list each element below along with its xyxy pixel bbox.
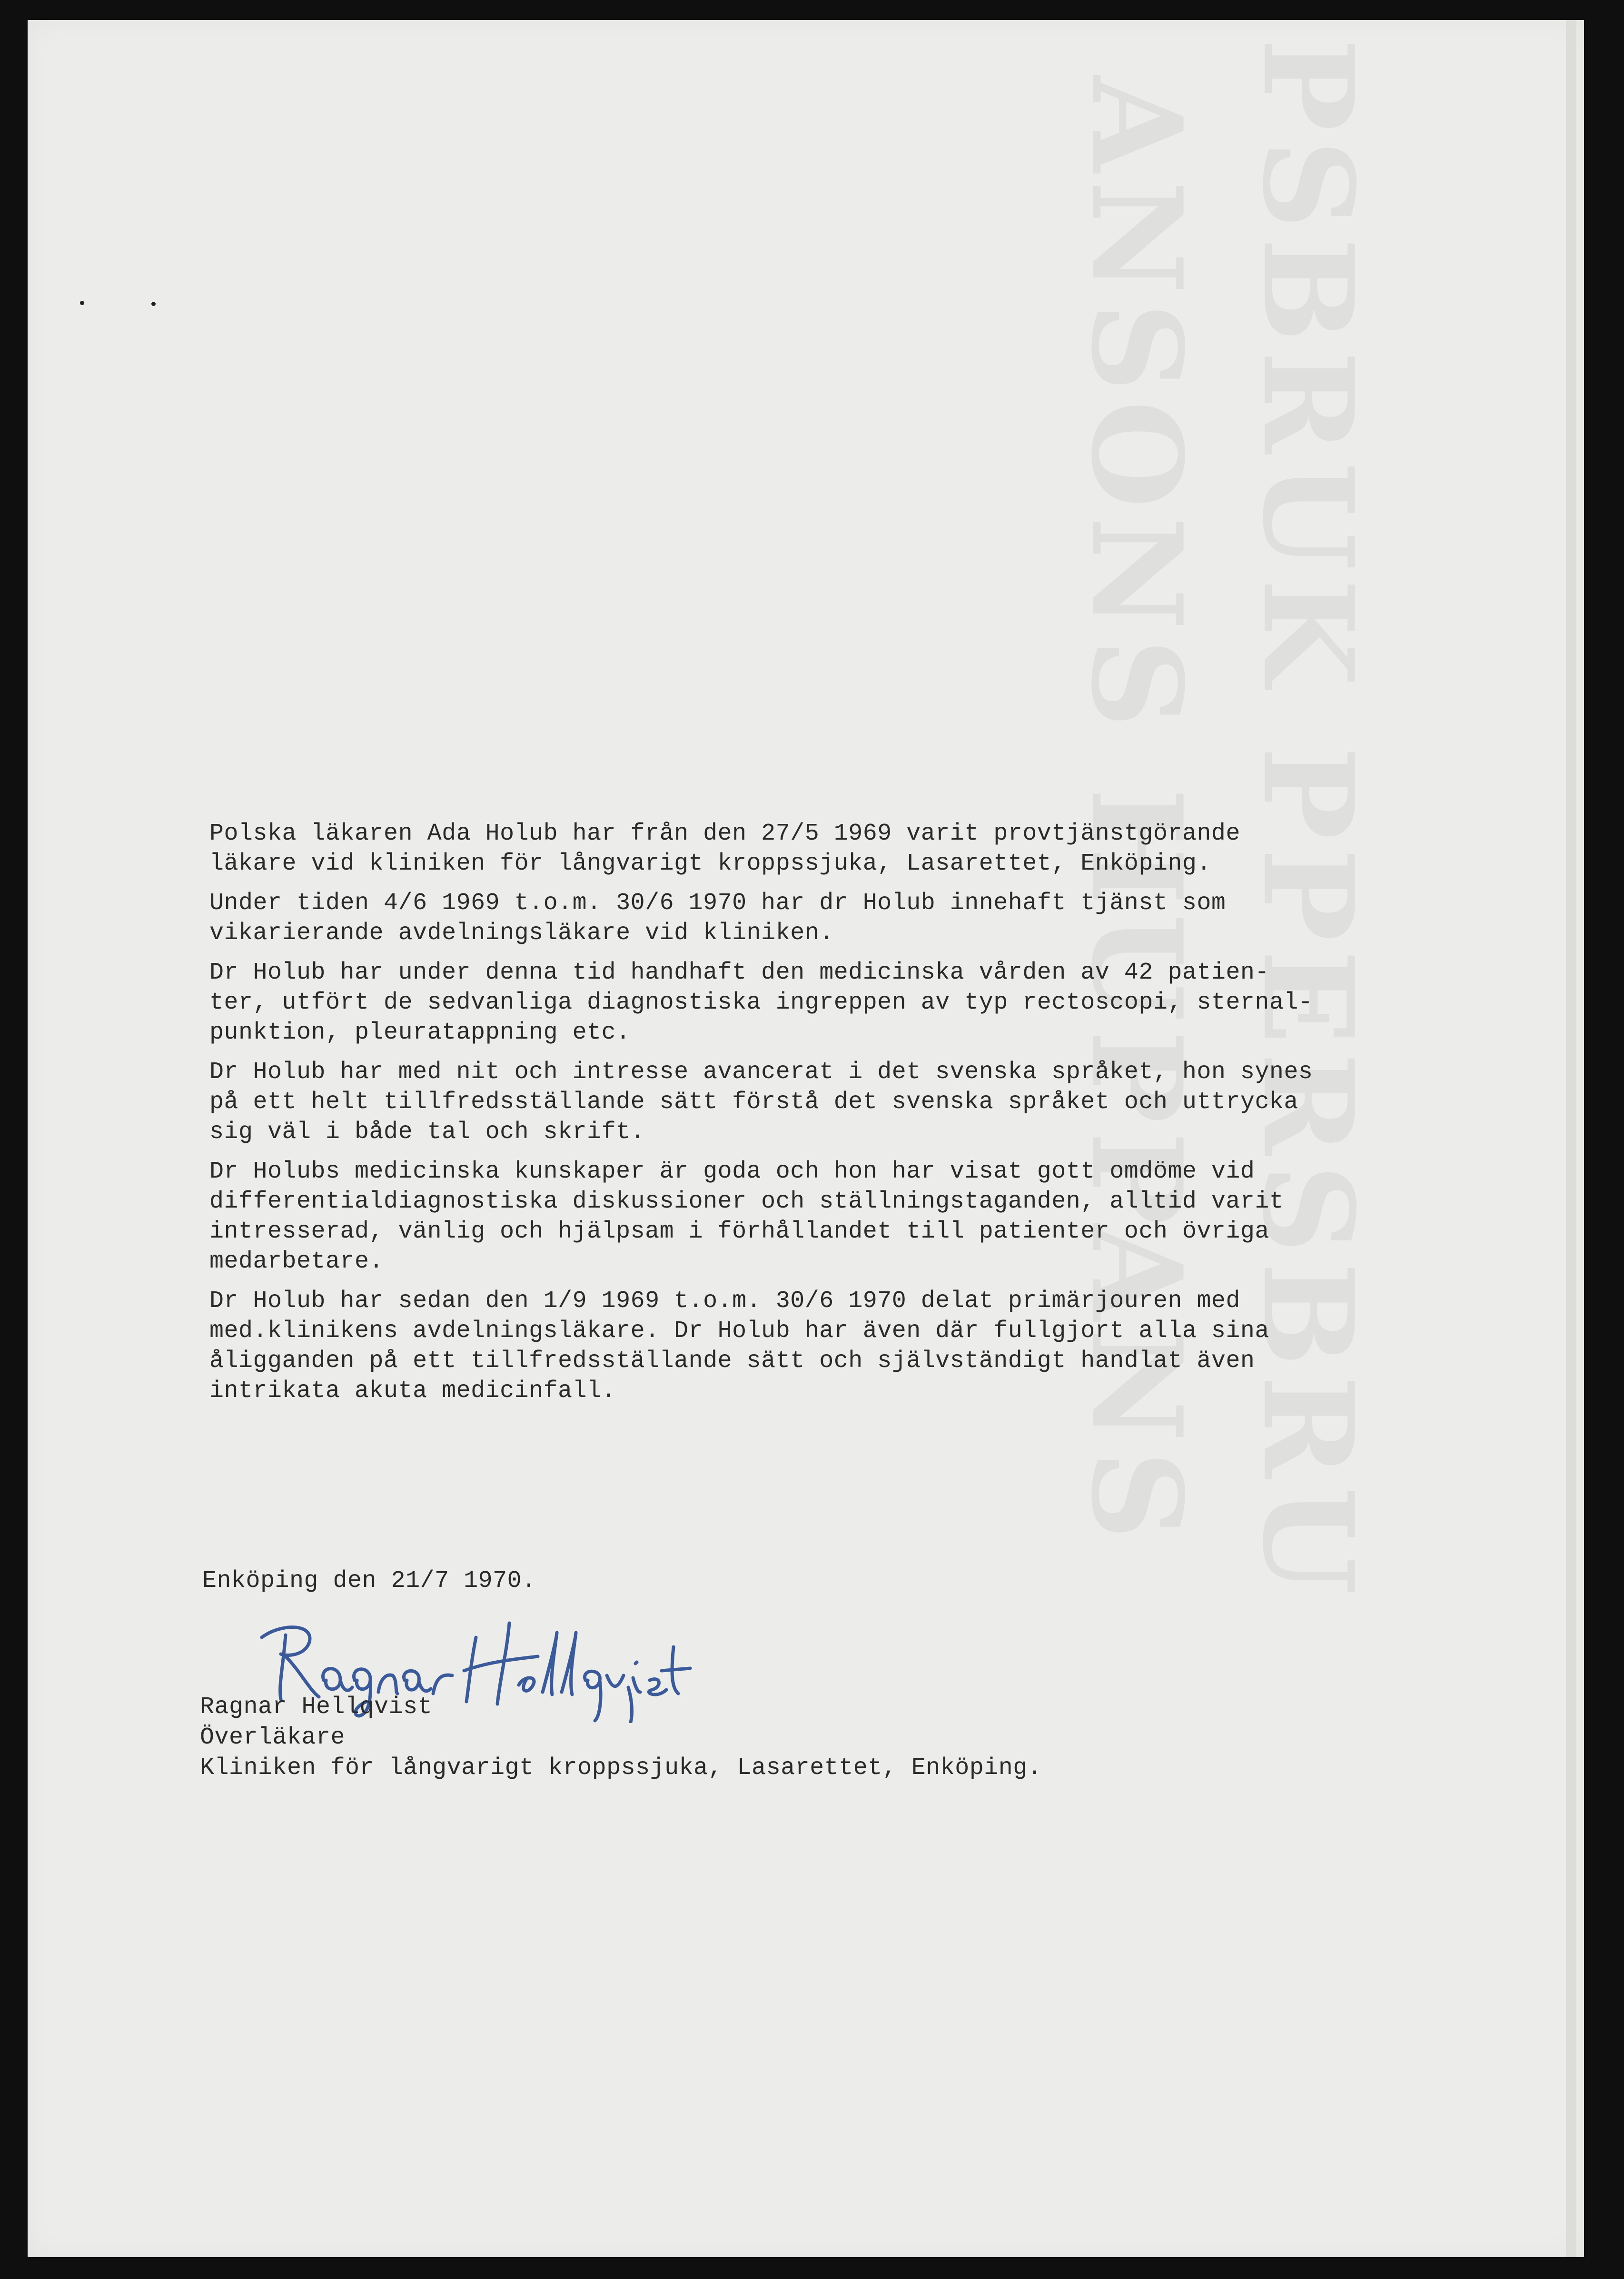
letter-body <box>209 819 1447 1416</box>
mark-dot <box>151 302 156 306</box>
paragraph-5: Dr Holubs medicinska kunskaper är goda och hon har visat gott omdöme vid differentialdiagnostiska diskussioner och ställningstaganden, alltid varit intresserad, vänlig och hjälpsam i förhållandet till patienter och övriga medarbetare. <box>209 1158 1284 1275</box>
signer-title: Överläkare <box>200 1724 346 1751</box>
paragraph-6: Dr Holub har sedan den 1/9 1969 t.o.m. 30/6 1970 delat primärjouren med med.klinikens avdelningsläkare. Dr Holub har även där fullgjort alla sina åligganden på ett tillfredsställande sätt och självständigt handlat även intrikata akuta medicinfall. <box>209 1288 1269 1405</box>
page-edge <box>1566 20 1576 2257</box>
watermark-text-1: ANSONS HUPPANS <box>1064 76 1209 1549</box>
paragraph-4: Dr Holub har med nit och intresse avancerat i det svenska språket, hon synes på ett helt tillfredsställande sätt förstå det svenska språket och uttrycka sig väl i både tal och skrift. <box>209 1059 1313 1146</box>
signer-name: Ragnar Hellqvist <box>200 1694 433 1721</box>
paragraph-3: Dr Holub har under denna tid handhaft den medicinska vården av 42 patien- ter, utfört de sedvanliga diagnostiska ingreppen av typ rectoscopi, sternal- punktion, pleuratappning etc. <box>209 959 1313 1046</box>
watermark-text-2: PSBRUK PPERSBRU <box>1235 38 1380 1603</box>
signature-block <box>200 1692 1042 1784</box>
place-date: Enköping den 21/7 1970. <box>202 1567 536 1595</box>
mark-dot <box>80 301 84 305</box>
paragraph-1: Polska läkaren Ada Holub har från den 27/5 1969 varit provtjänstgörande läkare vid kliniken för långvarigt kroppssjuka, Lasarettet, Enköping. <box>209 820 1240 877</box>
signer-department: Kliniken för långvarigt kroppssjuka, Lasarettet, Enköping. <box>200 1754 1042 1782</box>
paragraph-2: Under tiden 4/6 1969 t.o.m. 30/6 1970 har dr Holub innehaft tjänst som vikarierande avdelningsläkare vid kliniken. <box>209 890 1226 947</box>
